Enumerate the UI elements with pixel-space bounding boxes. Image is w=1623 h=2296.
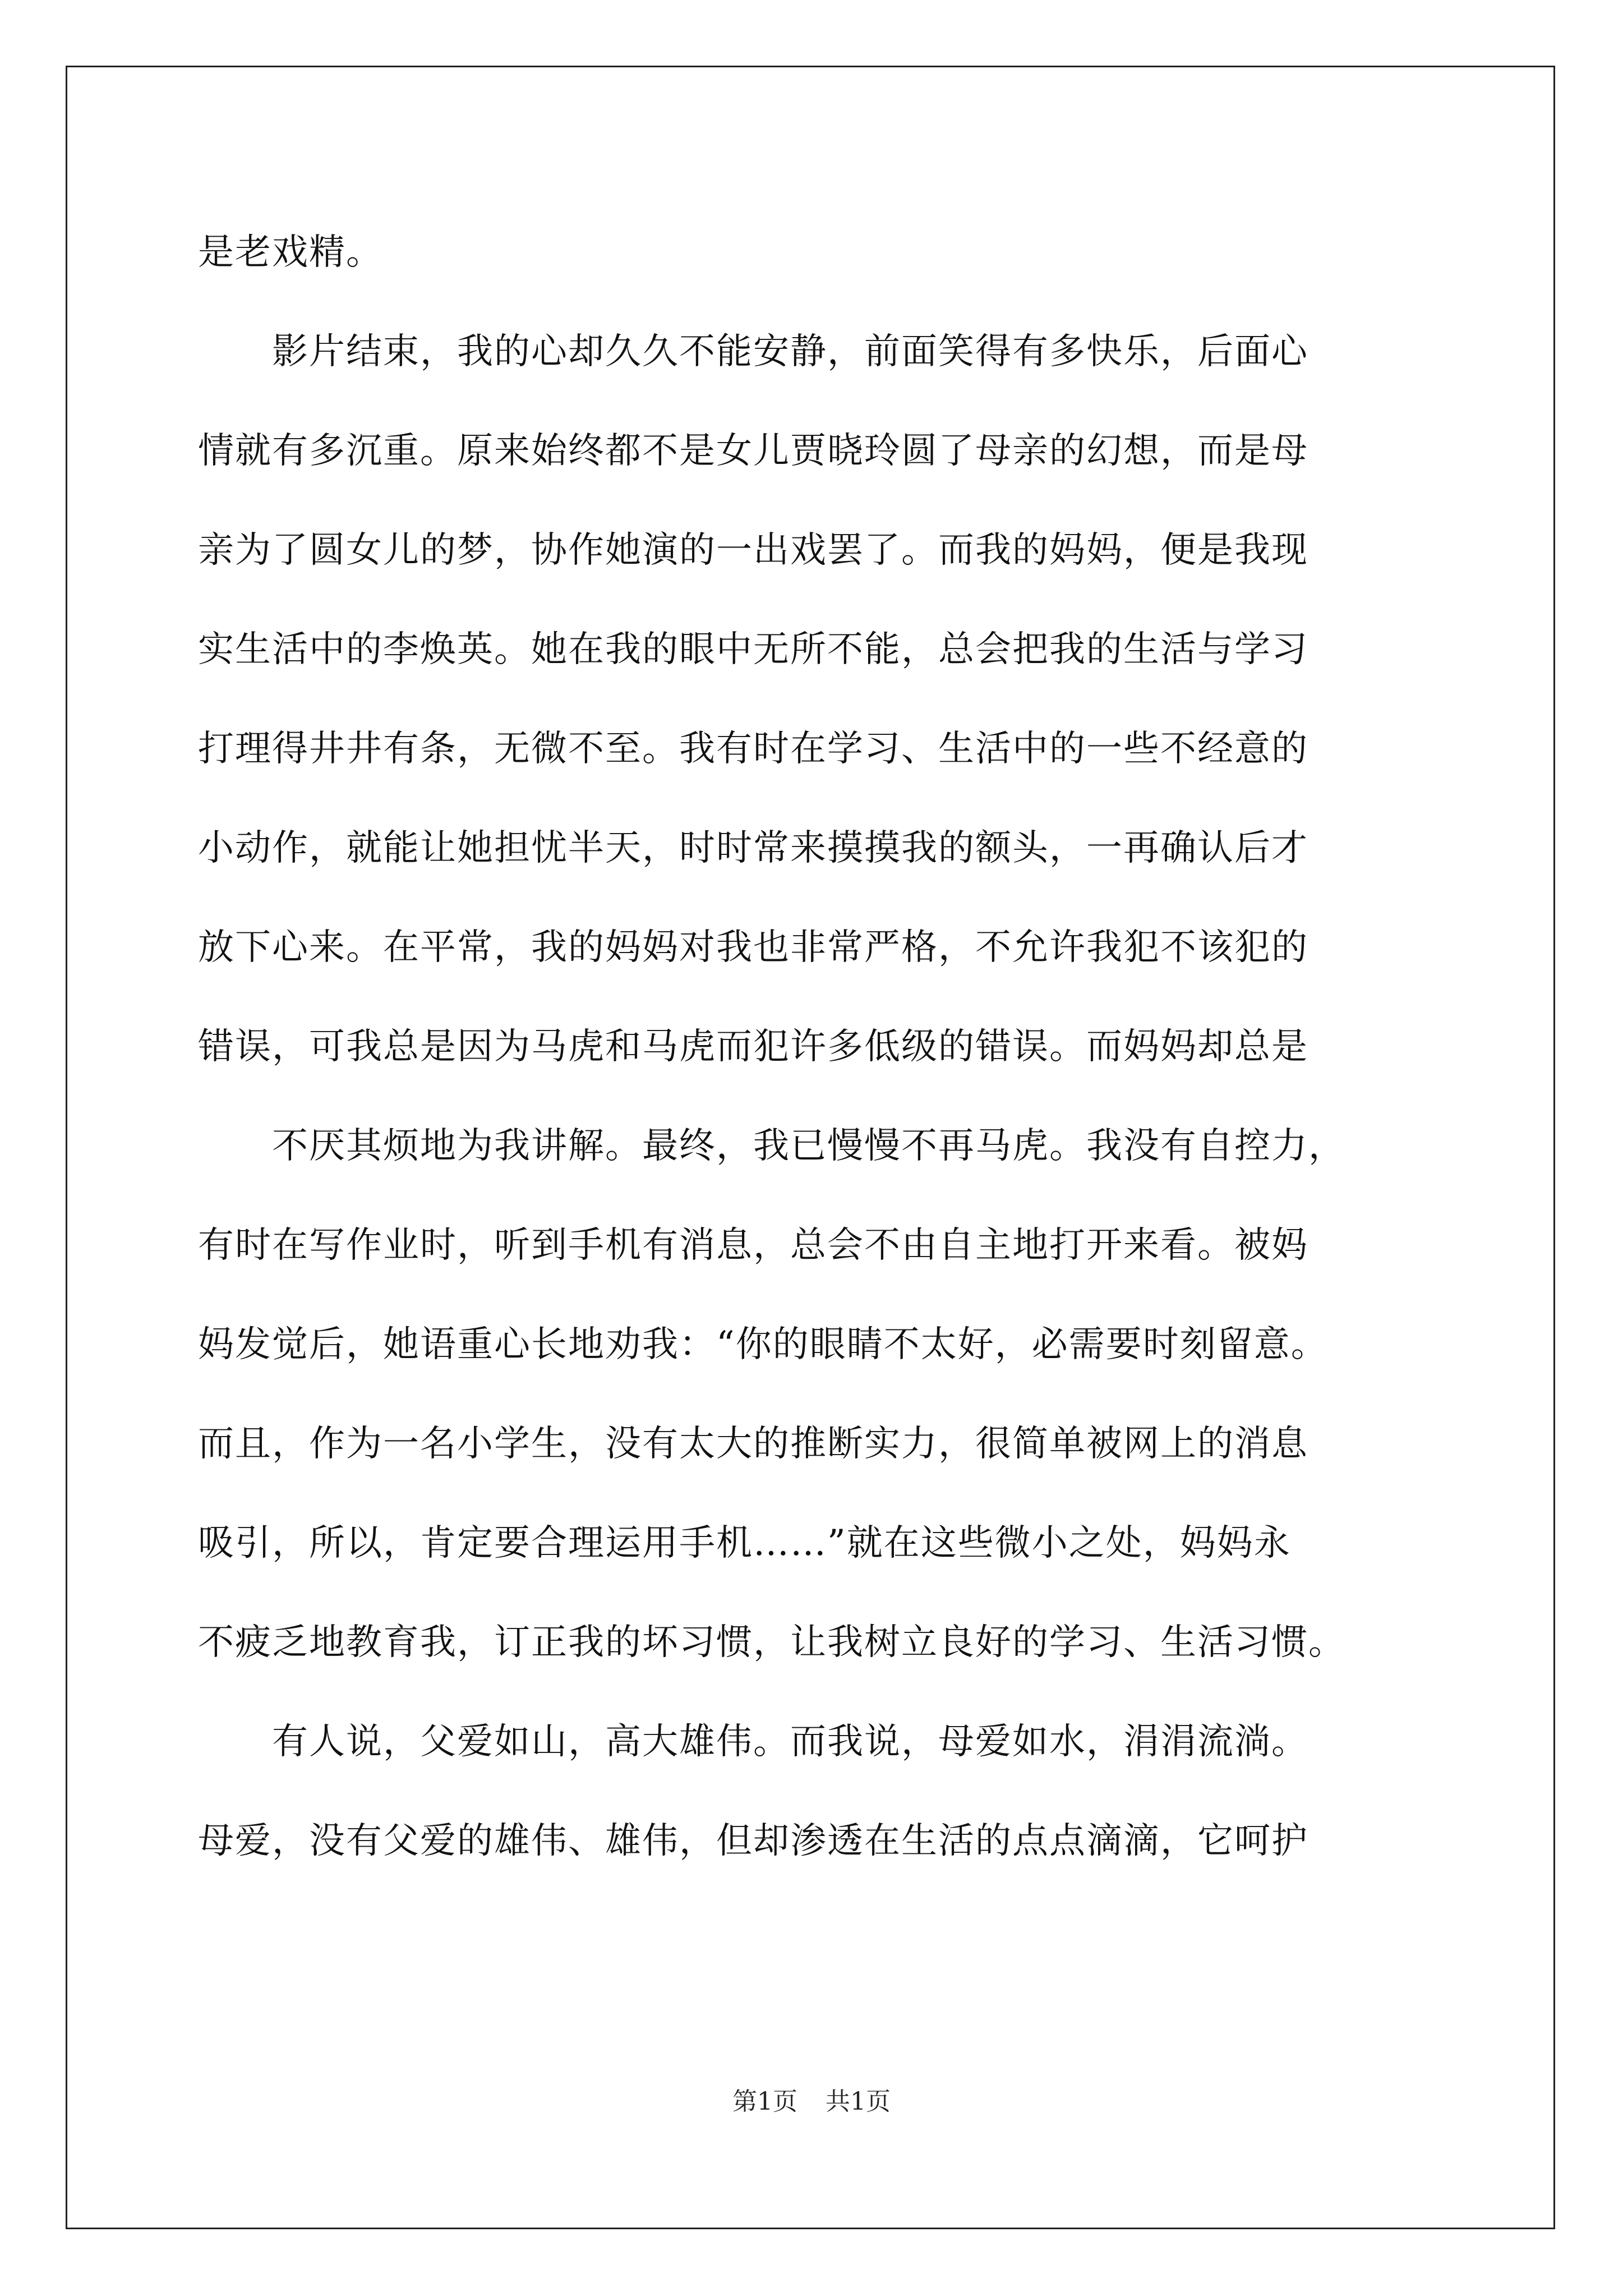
- document-body: [198, 210, 1432, 1898]
- page-number-current: 第1页: [732, 2087, 797, 2116]
- text-line: 影片结束，我的心却久久不能安静，前面笑得有多快乐，后面心: [198, 331, 1308, 372]
- text-line: 亲为了圆女儿的梦，协作她演的一出戏罢了。而我的妈妈，便是我现: [198, 530, 1308, 571]
- text-line: 是老戏精。: [198, 232, 383, 273]
- text-line: 放下心来。在平常，我的妈妈对我也非常严格，不允许我犯不该犯的: [198, 927, 1308, 968]
- text-line: 妈发觉后，她语重心长地劝我：“你的眼睛不太好，必需要时刻留意。: [198, 1324, 1328, 1365]
- text-line: 有时在写作业时，听到手机有消息，总会不由自主地打开来看。被妈: [198, 1225, 1308, 1266]
- text-line: 母爱，没有父爱的雄伟、雄伟，但却渗透在生活的点点滴滴，它呵护: [198, 1820, 1308, 1862]
- page-number-total: 共1页: [826, 2087, 891, 2116]
- text-line: 实生活中的李焕英。她在我的眼中无所不能，总会把我的生活与学习: [198, 629, 1308, 670]
- text-line: 吸引，所以，肯定要合理运用手机……”就在这些微小之处，妈妈永: [198, 1522, 1291, 1564]
- text-line: 不疲乏地教育我，订正我的坏习惯，让我树立良好的学习、生活习惯。: [198, 1622, 1345, 1663]
- text-line: 情就有多沉重。原来始终都不是女儿贾晓玲圆了母亲的幻想，而是母: [198, 430, 1308, 472]
- text-line: 不厌其烦地为我讲解。最终，我已慢慢不再马虎。我没有自控力，: [198, 1125, 1345, 1167]
- page-footer: [0, 2085, 1623, 2119]
- text-line: 有人说，父爱如山，高大雄伟。而我说，母爱如水，涓涓流淌。: [198, 1721, 1308, 1763]
- text-line: 小动作，就能让她担忧半天，时时常来摸摸我的额头，一再确认后才: [198, 827, 1308, 869]
- text-line: 而且，作为一名小学生，没有太大的推断实力，很简单被网上的消息: [198, 1423, 1308, 1465]
- text-line: 错误，可我总是因为马虎和马虎而犯许多低级的错误。而妈妈却总是: [198, 1026, 1308, 1068]
- text-line: 打理得井井有条，无微不至。我有时在学习、生活中的一些不经意的: [198, 728, 1308, 770]
